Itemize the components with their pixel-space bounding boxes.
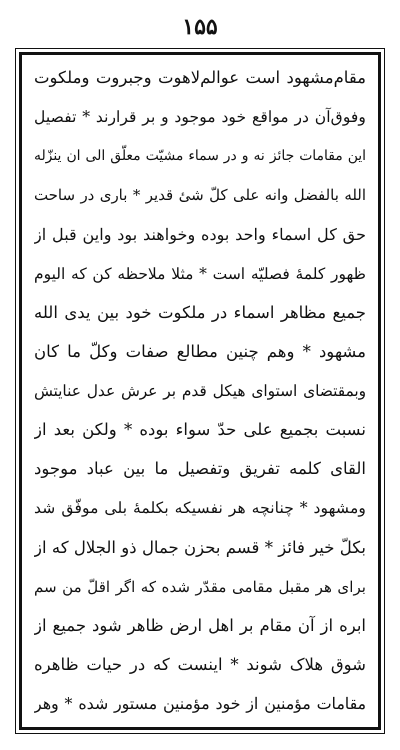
text-line: وفوق‌آن در مواقع خود موجود و بر قرارند * تفصیل [34, 107, 366, 127]
text-line: ومشهود * چنانچه هر نفسیکه بکلمهٔ بلی موفّق شد [34, 498, 366, 518]
text-line: حق کل اسماء واحد بوده وخواهند بود واین قبل از [34, 224, 366, 244]
text-line: جمیع مظاهر اسماء در ملکوت خود بین یدی الله [34, 302, 366, 322]
text-line: بکلّ خیر فائز * قسم بحزن جمال ذو الجلال که از [34, 537, 366, 557]
text-line: وبمقتضای استوای هیکل قدم بر عرش عدل عنایتش [34, 382, 366, 400]
text-line: الله بالفضل وانه علی کلّ شیٔ قدیر * باری در ساحت [34, 186, 366, 205]
text-frame [19, 52, 381, 730]
text-block [34, 61, 366, 721]
text-line: مقام‌مشهود است عوالم‌لاهوت وجبروت وملکوت [34, 68, 366, 87]
page-number: ۱۵۵ [182, 14, 218, 40]
text-line: این مقامات جائز نه و در سماء مشیّت معلّق الی ان ینزّله [34, 148, 366, 165]
text-line: ابره از آن مقام بر اهل ارض ظاهر شود جمیع از [34, 615, 366, 635]
text-line: شوق هلاک شوند * اینست که در حیات ظاهره [34, 654, 366, 674]
text-line: القای کلمه تفریق وتفصیل ما بین عباد موجود [34, 459, 366, 479]
text-line: ظهور کلمهٔ فصلیّه است * مثلا ملاحظه کن که الیوم [34, 264, 366, 283]
text-line: نسبت بجمیع علی حدّ سواء بوده * ولکن بعد از [34, 420, 366, 440]
text-line: مشهود * وهم چنین مطالع صفات وکلّ ما کان [34, 341, 366, 361]
text-line: مقامات مؤمنین از خود مؤمنین مستور شده * وهر [34, 694, 366, 713]
text-line: برای هر مقبل مقامی مقدّر شده که اگر اقلّ من سم [34, 577, 366, 596]
